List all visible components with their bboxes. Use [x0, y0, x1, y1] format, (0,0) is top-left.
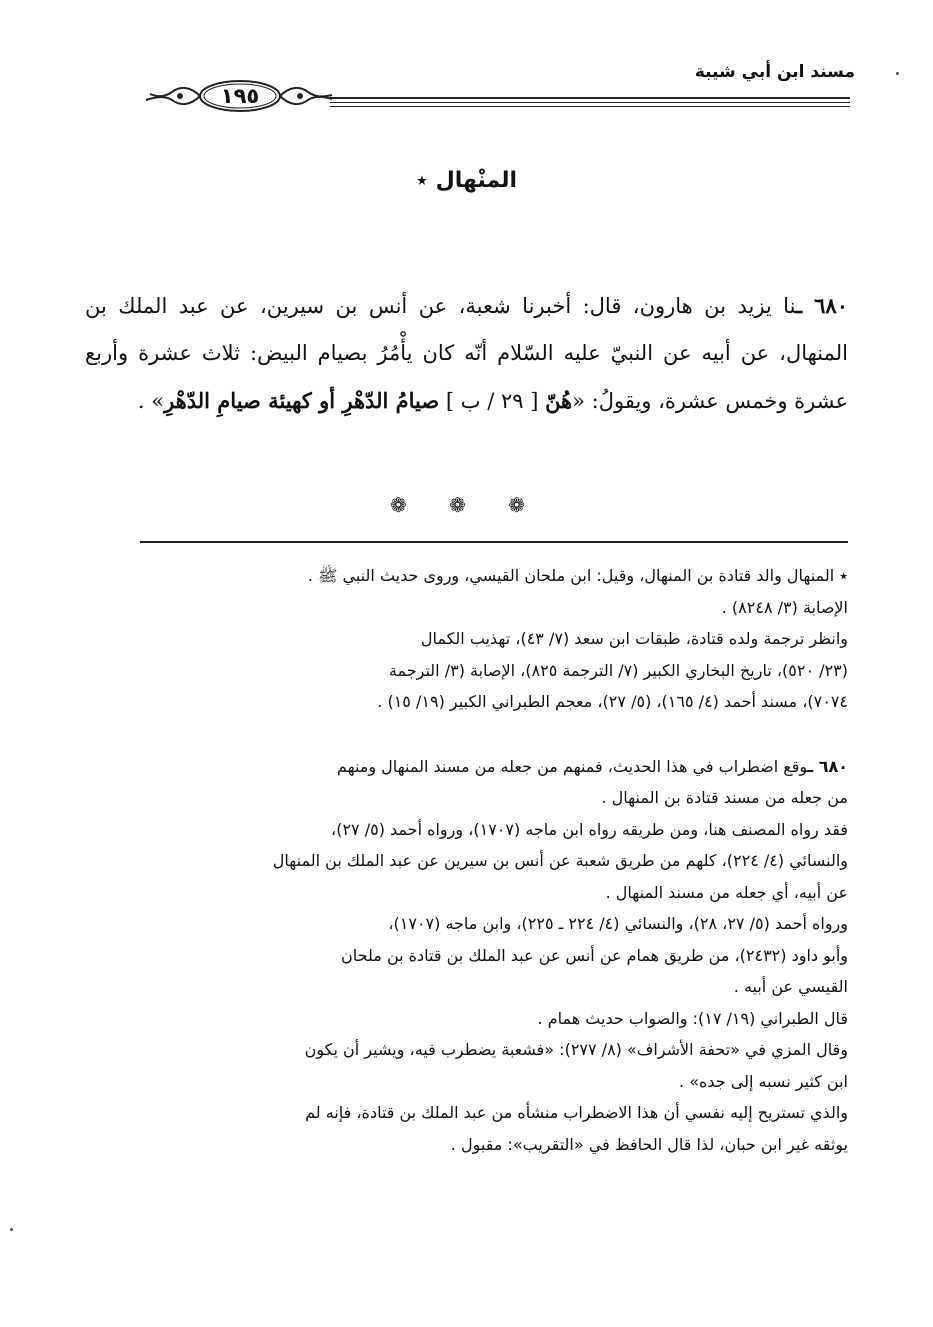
- takhrij-number: ٦٨٠ ـ: [807, 756, 848, 776]
- takhrij-line: والذي تستريح إليه نفسي أن هذا الاضطراب منشأه من عبد الملك بن قتادة، فإنه لم: [305, 1103, 848, 1122]
- takhrij-line: فقد رواه المصنف هنا، ومن طريقه رواه ابن ماجه (١٧٠٧)، ورواه أحمد (٥/ ٢٧)،: [331, 819, 848, 839]
- footnote-rule: [140, 541, 848, 543]
- footnote-line: وانظر ترجمة ولده قتادة، طبقات ابن سعد (٧/ ٤٣)، تهذيب الكمال: [420, 629, 848, 648]
- footnote-gap: [85, 718, 848, 751]
- takhrij-line: والنسائي (٤/ ٢٢٤)، كلهم من طريق شعبة عن أنس بن سيرين عن عبد الملك بن المنهال: [272, 851, 848, 870]
- footnotes: [85, 560, 848, 1160]
- takhrij-line: وقال المزي في «تحفة الأشراف» (٨/ ٢٧٧): «فشعبة يضطرب فيه، ويشير أن يكون: [304, 1040, 848, 1059]
- takhrij-line: [85, 751, 848, 783]
- takhrij-text: وقع اضطراب في هذا الحديث، فمنهم من جعله من مسند المنهال ومنهم: [336, 756, 808, 776]
- footnote-line: الإصابة (٣/ ٨٢٤٨) .: [721, 597, 848, 617]
- takhrij-line: القيسي عن أبيه .: [733, 977, 848, 996]
- header-rule: [330, 97, 850, 99]
- footnote-line: ٭ المنهال والد قتادة بن المنهال، وقيل: ابن ملحان القيسي، وروى حديث النبي ﷺ .: [307, 566, 848, 585]
- hadith-text: [85, 282, 848, 425]
- running-title: مسند ابن أبي شيبة: [694, 62, 855, 82]
- takhrij-line: ابن كثير نسبه إلى جده» .: [679, 1071, 848, 1091]
- hadith-closing: » .: [137, 389, 165, 413]
- footnote-line: (٢٣/ ٥٢٠)، تاريخ البخاري الكبير (٧/ الترجمة ٨٢٥)، الإصابة (٣/ الترجمة: [388, 660, 848, 680]
- takhrij-line: وأبو داود (٢٤٣٢)، من طريق همام عن أنس عن عبد الملك بن قتادة بن ملحان: [341, 945, 848, 965]
- folio-marker: [ ٢٩ / ب ]: [439, 389, 546, 413]
- hadith-number: ٦٨٠ ـ: [795, 293, 848, 318]
- takhrij-line: يوثقه غير ابن حبان، لذا قال الحافظ في «التقريب»: مقبول .: [450, 1134, 848, 1154]
- takhrij-line: قال الطبراني (١٩/ ١٧): والصواب حديث همام .: [537, 1008, 848, 1028]
- takhrij-line: ورواه أحمد (٥/ ٢٧، ٢٨)، والنسائي (٤/ ٢٢٤ ـ ٢٢٥)، وابن ماجه (١٧٠٧)،: [388, 914, 848, 933]
- page-number: ١٩٥: [220, 84, 260, 108]
- hadith-quote-start: هُنّ: [545, 388, 573, 413]
- scan-speck: [10, 1228, 13, 1231]
- chapter-title: المنْهال ٭: [415, 168, 518, 193]
- hadith-body: نا يزيد بن هارون، قال: أخبرنا شعبة، عن أنس بن سيرين، عن عبد الملك بن المنهال، عن أبيه عن النبيّ عليه السّلام أنّه كان يأْمُرُ بصيام البيض: ثلاث عشرة وأربع عشرة وخمس عشرة، ويقولُ: «: [85, 294, 848, 413]
- footnote-line: ٧٠٧٤)، مسند أحمد (٤/ ١٦٥)، (٥/ ٢٧)، معجم الطبراني الكبير (١٩/ ١٥) .: [377, 692, 848, 711]
- takhrij-line: من جعله من مسند قتادة بن المنهال .: [601, 788, 848, 807]
- hadith-quote-end: صيامُ الدّهْرِ أو كهيئة صيامِ الدّهْرِ: [164, 388, 440, 413]
- header-rule: [330, 102, 850, 103]
- scan-speck: [896, 72, 899, 75]
- header-rule: [330, 106, 850, 107]
- takhrij-line: عن أبيه، أي جعله من مسند المنهال .: [605, 882, 848, 902]
- section-separator: ❁ ❁ ❁: [390, 493, 543, 517]
